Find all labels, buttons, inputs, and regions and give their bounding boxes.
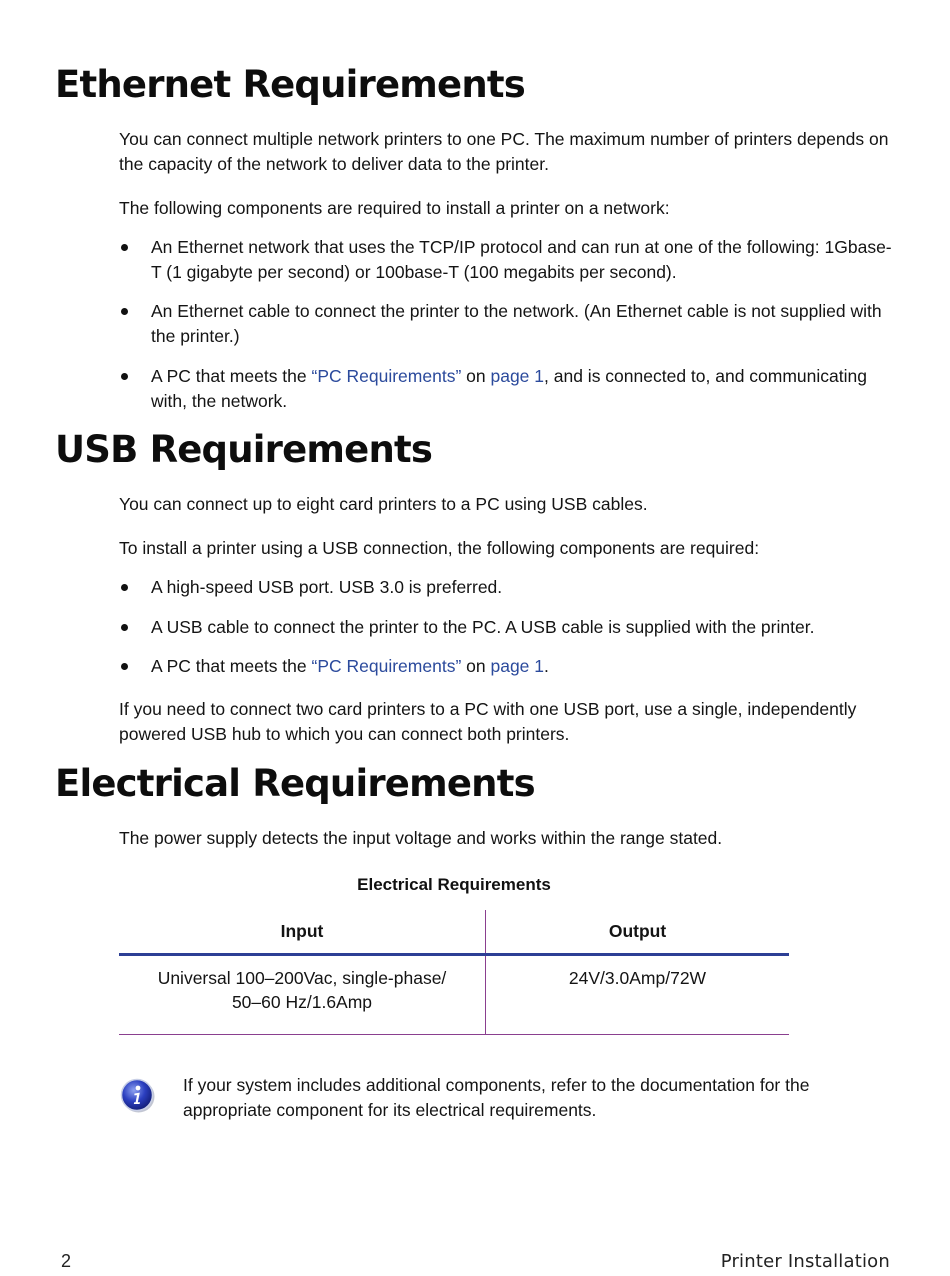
bullet-text: An Ethernet network that uses the TCP/IP protocol and can run at one of the following: 1Gbase-T (1 gigabyte per second) or 100base-T (100 megabits per second). (151, 237, 892, 282)
ethernet-bullet-2 (119, 299, 899, 349)
pc-requirements-link[interactable]: “PC Requirements” (311, 656, 462, 676)
column-header-input: Input (119, 910, 486, 955)
electrical-intro: The power supply detects the input voltage and works within the range stated. (119, 828, 723, 848)
usb-intro: You can connect up to eight card printers to a PC using USB cables. (119, 494, 648, 514)
page-1-link[interactable]: page 1 (490, 366, 545, 386)
ethernet-bullet-1 (119, 235, 899, 285)
electrical-requirements-table (119, 910, 789, 1035)
usb-heading: USB Requirements (55, 428, 433, 471)
usb-bullet-3 (119, 654, 899, 679)
bullet-text: A PC that meets the “PC Requirements” on page 1, and is connected to, and communicating with, the network. (151, 366, 867, 411)
electrical-note: If your system includes additional components, refer to the documentation for the appropriate component for its electrical requirements. (183, 1075, 810, 1120)
input-line-1: Universal 100–200Vac, single-phase/ (157, 968, 447, 988)
usb-lead: To install a printer using a USB connection, the following components are required: (119, 538, 760, 558)
output-cell: 24V/3.0Amp/72W (486, 955, 790, 1035)
info-icon (120, 1078, 156, 1114)
table-caption: Electrical Requirements (357, 875, 551, 894)
column-header-output: Output (486, 910, 790, 955)
table-row (119, 955, 789, 1035)
bullet-text: A USB cable to connect the printer to the PC. A USB cable is supplied with the printer. (151, 617, 815, 637)
footer-section-title: Printer Installation (720, 1251, 890, 1272)
ethernet-bullet-3 (119, 364, 899, 414)
input-cell (119, 955, 486, 1035)
ethernet-intro: You can connect multiple network printers to one PC. The maximum number of printers depends on the capacity of the network to deliver data to the printer. (119, 129, 889, 174)
electrical-heading: Electrical Requirements (55, 762, 535, 805)
page-number: 2 (61, 1251, 72, 1271)
ethernet-lead: The following components are required to install a printer on a network: (119, 198, 670, 218)
usb-bullet-1 (119, 575, 899, 600)
usb-bullet-2 (119, 615, 899, 640)
usb-hub-note: If you need to connect two card printers to a PC with one USB port, use a single, independently powered USB hub to which you can connect both printers. (119, 699, 857, 744)
ethernet-heading: Ethernet Requirements (55, 63, 525, 106)
bullet-text: An Ethernet cable to connect the printer to the network. (An Ethernet cable is not supplied with the printer.) (151, 301, 882, 346)
pc-requirements-link[interactable]: “PC Requirements” (311, 366, 462, 386)
bullet-text: A PC that meets the “PC Requirements” on page 1. (151, 656, 549, 676)
bullet-text: A high-speed USB port. USB 3.0 is preferred. (151, 577, 503, 597)
page-1-link[interactable]: page 1 (490, 656, 545, 676)
input-line-2: 50–60 Hz/1.6Amp (231, 992, 373, 1012)
table-header-row (119, 910, 789, 955)
